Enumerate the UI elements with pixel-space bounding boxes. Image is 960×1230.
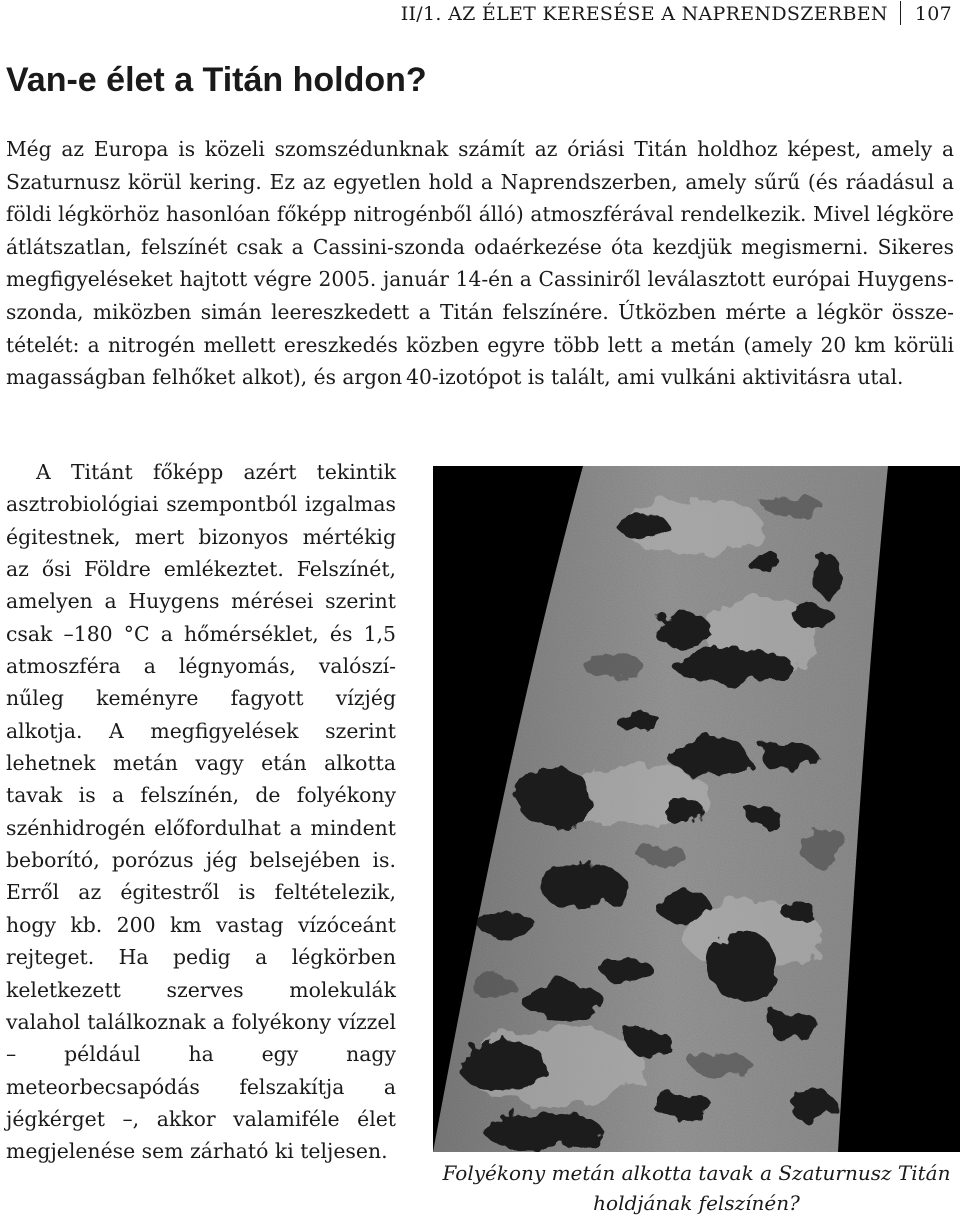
body-paragraph: A Titánt főképp azért tekintik asztrobiológiai szempontból izgalmas égitestnek, mert bizonyos mértékig az ősi Földre emlékeztet. Felszínét, amelyen a Huygens mérései szerint csak –180 °C a hőmérséklet, és 1,5 atmoszféra a légnyomás, valószínűleg keményre fagyott vízjég alkotja. A megfigyelések szerint lehetnek metán vagy etán alkotta tavak is a felszínén, de folyékony szénhidrogén előfordulhat a mindent beborító, porózus jég belsejében is. Erről az égitestről is feltételezik, hogy kb. 200 km vastag vízóceánt rejteget. Ha pedig a légkörben keletkezett szerves molekulák valahol találkoznak a folyékony vízzel – például ha egy nagy meteorbecsapódás felszakítja a jégkérget –, akkor valamiféle élet megjelenése sem zárható ki teljesen. [6,460,396,1164]
page-number: 107 [914,3,952,25]
header-divider [900,1,901,25]
figure-caption: Folyékony metán alkotta tavak a Szaturnusz Titán holdjának felszínén? [442,1161,951,1215]
article-title: Van-e élet a Titán holdon? [6,61,427,99]
section-title: II/1. AZ ÉLET KERESÉSE A NAPRENDSZERBEN [400,3,888,25]
titan-surface-photo [433,466,960,1152]
running-head [300,0,952,32]
intro-paragraph: Még az Europa is közeli szomszédunknak számít az óriási Titán holdhoz képest, amely a Szaturnusz körül kering. Ez az egyetlen hold a Naprendszerben, amely sűrű (és ráadásul a földi légkörhöz hasonlóan főképp nitrogénből álló) atmoszférával rendelkezik. Mivel légköre átlátszatlan, felszínét csak a Cassini-szonda odaérkezése óta kezdjük megismerni. Sikeres megfigyeléseket hajtott végre 2005. január 14-én a Cassiniről leválasztott európai Huygens-szonda, miközben simán leereszkedett a Titán felszínére. Útközben mérte a légkör összetételét: a nitrogén mellett ereszkedés közben egyre több lett a metán (amely 20 km körüli magasságban felhőket alkot), és argon 40-izotópot is talált, ami vulkáni aktivitásra utal. [6,137,954,390]
radar-strip-image [433,466,960,1152]
